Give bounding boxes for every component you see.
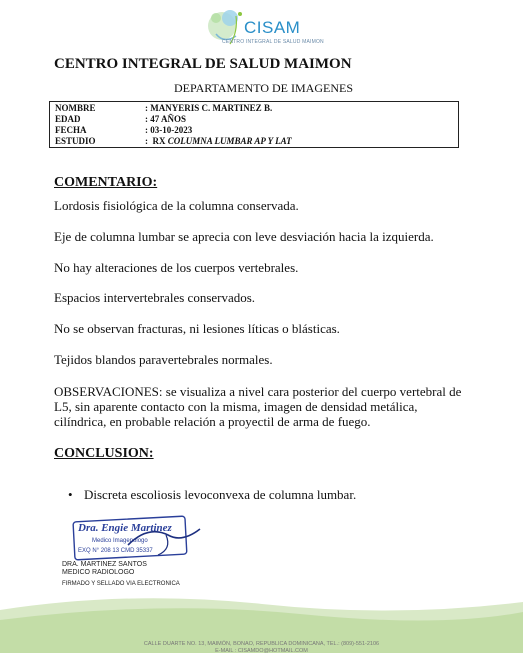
signature-note: FIRMADO Y SELLADO VIA ELECTRONICA [62, 581, 180, 587]
edad-value: : 47 AÑOS [145, 114, 187, 124]
finding-item: No hay alteraciones de los cuerpos vertebrales. [54, 260, 299, 275]
patient-info-box [49, 101, 459, 148]
nombre-value: : MANYERIS C. MARTINEZ B. [145, 103, 273, 113]
conclusion-heading: CONCLUSION: [54, 446, 154, 461]
estudio-prefix: : RX [145, 136, 168, 146]
estudio-row [55, 136, 458, 147]
edad-label: EDAD [55, 114, 81, 124]
signer-title: MEDICO RADIOLOGO [62, 569, 135, 576]
estudio-label: ESTUDIO [55, 136, 96, 146]
fecha-label: FECHA [55, 125, 87, 135]
finding-item: No se observan fracturas, ni lesiones líticas o blásticas. [54, 321, 340, 336]
edad-row [55, 114, 458, 125]
page-title: CENTRO INTEGRAL DE SALUD MAIMON [54, 56, 352, 72]
observaciones-text: OBSERVACIONES: se visualiza a nivel cara posterior del cuerpo vertebral de L5, sin aparente contacto con la misma, imagen de densidad metálica, cilíndrica, en probable relación a proyectil de arma de fuego. [54, 384, 462, 429]
finding-item: Espacios intervertebrales conservados. [54, 290, 256, 305]
signer-name: DRA. MARTINEZ SANTOS [62, 561, 147, 568]
estudio-name: COLUMNA LUMBAR AP Y LAT [167, 136, 292, 146]
fecha-value: : 03-10-2023 [145, 125, 193, 135]
nombre-label: NOMBRE [55, 103, 96, 113]
stamp-role: Medico Imagenologo [92, 538, 148, 544]
comentario-heading: COMENTARIO: [54, 175, 158, 190]
estudio-value [145, 136, 292, 147]
finding-item: Lordosis fisiológica de la columna conservada. [54, 198, 299, 213]
finding-item: Eje de columna lumbar se aprecia con leve desviación hacia la izquierda. [54, 229, 434, 244]
fecha-row [55, 125, 458, 136]
footer-address: CALLE DUARTE NO. 13, MAIMÓN, BONAO, REPUBLICA DOMINICANA, TEL.: (809)-551-2106 [143, 641, 380, 647]
logo-subtitle: CENTRO INTEGRAL DE SALUD MAIMON [222, 39, 324, 45]
stamp-exq: EXQ N° 208 13 CMD 35337 [78, 548, 153, 554]
signature-stamp [70, 515, 210, 563]
nombre-row [55, 103, 458, 114]
finding-item: Tejidos blandos paravertebrales normales. [54, 352, 273, 367]
stamp-name: Dra. Engie Martinez [78, 522, 172, 534]
logo-text: CISAM [244, 18, 301, 37]
bullet-icon: • [68, 487, 73, 502]
footer-email: E-MAIL : CISAMDO@HOTMAIL.COM [215, 648, 308, 654]
conclusion-text: Discreta escoliosis levoconvexa de columna lumbar. [84, 487, 357, 502]
conclusion-item [68, 487, 356, 503]
department-title: DEPARTAMENTO DE IMAGENES [174, 81, 353, 95]
